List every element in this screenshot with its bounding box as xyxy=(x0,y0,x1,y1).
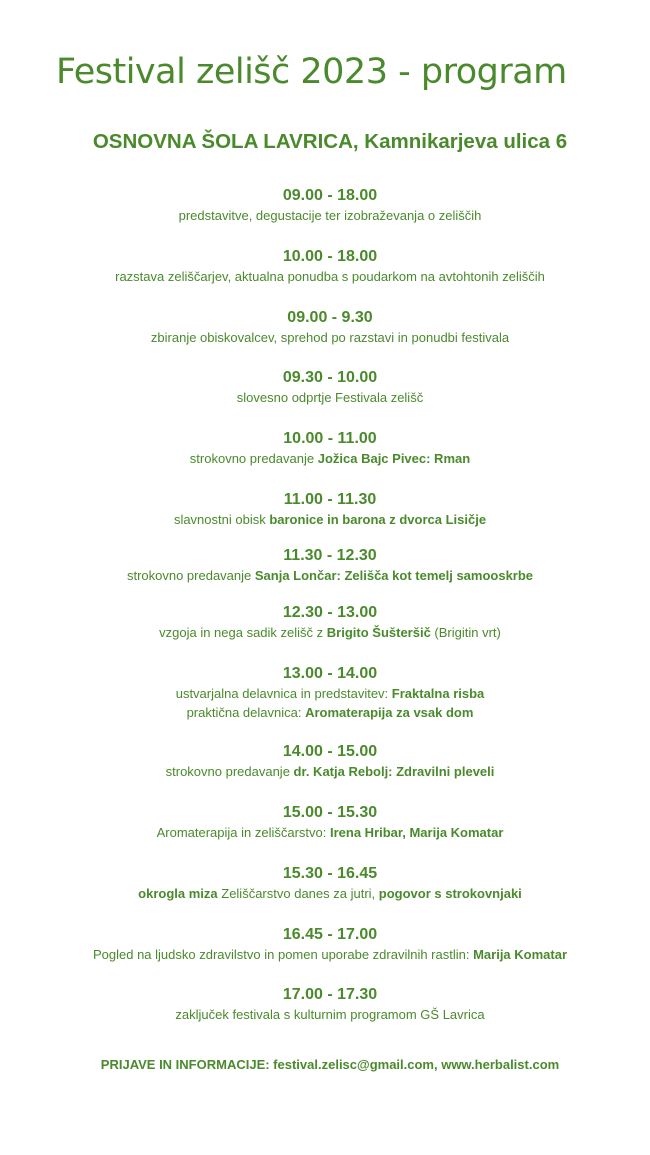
program-time: 10.00 - 18.00 xyxy=(282,248,378,265)
program-entry xyxy=(0,490,650,529)
program-description xyxy=(0,388,650,407)
highlight-text: baronice in barona z dvorca Lisičje xyxy=(269,512,487,527)
program-time: 17.00 - 17.30 xyxy=(282,986,378,1003)
program-description xyxy=(0,566,650,585)
description-text: Pogled na ljudsko zdravilstvo in pomen uporabe zdravilnih rastlin: xyxy=(92,947,474,962)
description-text: strokovno predavanje xyxy=(165,764,294,779)
highlight-text: Sanja Lončar: Zelišča kot temelj samooskrbe xyxy=(254,568,534,583)
program-entry xyxy=(0,546,650,585)
description-text: Zeliščarstvo danes za jutri, xyxy=(217,886,379,901)
description-text: ustvarjalna delavnica in predstavitev: xyxy=(175,686,392,701)
venue-heading: OSNOVNA ŠOLA LAVRICA, Kamnikarjeva ulica 6 xyxy=(92,130,568,153)
program-entry xyxy=(0,985,650,1024)
program-entry xyxy=(0,603,650,642)
highlight-text: Jožica Bajc Pivec: Rman xyxy=(317,451,471,466)
page-title: Festival zelišč 2023 - program xyxy=(56,52,567,92)
program-time: 15.30 - 16.45 xyxy=(282,865,378,882)
description-text: slavnostni obisk xyxy=(173,512,270,527)
program-time: 13.00 - 14.00 xyxy=(282,665,378,682)
description-text: praktična delavnica: xyxy=(186,705,306,720)
description-text: strokovno predavanje xyxy=(126,568,255,583)
program-description xyxy=(0,267,650,286)
description-text: predstavitve, degustacije ter izobraževanja o zeliščih xyxy=(178,208,482,223)
program-entry xyxy=(0,925,650,964)
program-entry xyxy=(0,664,650,722)
program-description xyxy=(0,945,650,964)
program-entry xyxy=(0,864,650,903)
description-text: Aromaterapija in zeliščarstvo: xyxy=(156,825,330,840)
highlight-text: Brigito Šušteršič xyxy=(326,625,431,640)
description-text: slovesno odprtje Festivala zelišč xyxy=(236,390,424,405)
program-description xyxy=(0,510,650,529)
highlight-text: dr. Katja Rebolj: Zdravilni pleveli xyxy=(293,764,495,779)
program-description xyxy=(0,884,650,903)
highlight-text: okrogla miza xyxy=(138,886,218,901)
description-text: strokovno predavanje xyxy=(189,451,318,466)
program-time: 14.00 - 15.00 xyxy=(282,743,378,760)
contact-footer: PRIJAVE IN INFORMACIJE: festival.zelisc@gmail.com, www.herbalist.com xyxy=(100,1057,560,1072)
description-text: (Brigitin vrt) xyxy=(430,625,501,640)
program-time: 09.00 - 18.00 xyxy=(282,187,378,204)
highlight-text: Marija Komatar xyxy=(473,947,568,962)
description-text: zaključek festivala s kulturnim programom GŠ Lavrica xyxy=(175,1007,485,1022)
program-description xyxy=(0,449,650,468)
program-description xyxy=(0,823,650,842)
program-description xyxy=(0,703,650,722)
program-time: 15.00 - 15.30 xyxy=(282,804,378,821)
program-description xyxy=(0,1005,650,1024)
description-text: vzgoja in nega sadik zelišč z xyxy=(159,625,327,640)
program-description xyxy=(0,684,650,703)
highlight-text: Irena Hribar, Marija Komatar xyxy=(330,825,504,840)
program-entry xyxy=(0,429,650,468)
program-description xyxy=(0,623,650,642)
description-text: razstava zeliščarjev, aktualna ponudba s poudarkom na avtohtonih zeliščih xyxy=(115,269,545,284)
program-time: 10.00 - 11.00 xyxy=(283,430,377,447)
program-time: 16.45 - 17.00 xyxy=(282,926,378,943)
program-entry xyxy=(0,308,650,347)
program-entry xyxy=(0,803,650,842)
program-description xyxy=(0,206,650,225)
program-entry xyxy=(0,186,650,225)
highlight-text: pogovor s strokovnjaki xyxy=(378,886,522,901)
program-entry xyxy=(0,247,650,286)
program-description xyxy=(0,328,650,347)
highlight-text: Fraktalna risba xyxy=(391,686,485,701)
program-entry xyxy=(0,742,650,781)
program-time: 11.00 - 11.30 xyxy=(283,491,377,508)
program-time: 11.30 - 12.30 xyxy=(283,547,377,564)
program-time: 12.30 - 13.00 xyxy=(282,604,378,621)
highlight-text: Aromaterapija za vsak dom xyxy=(305,705,474,720)
program-description xyxy=(0,762,650,781)
program-time: 09.00 - 9.30 xyxy=(287,309,373,326)
program-time: 09.30 - 10.00 xyxy=(282,369,378,386)
program-entry xyxy=(0,368,650,407)
description-text: zbiranje obiskovalcev, sprehod po razstavi in ponudbi festivala xyxy=(150,330,510,345)
